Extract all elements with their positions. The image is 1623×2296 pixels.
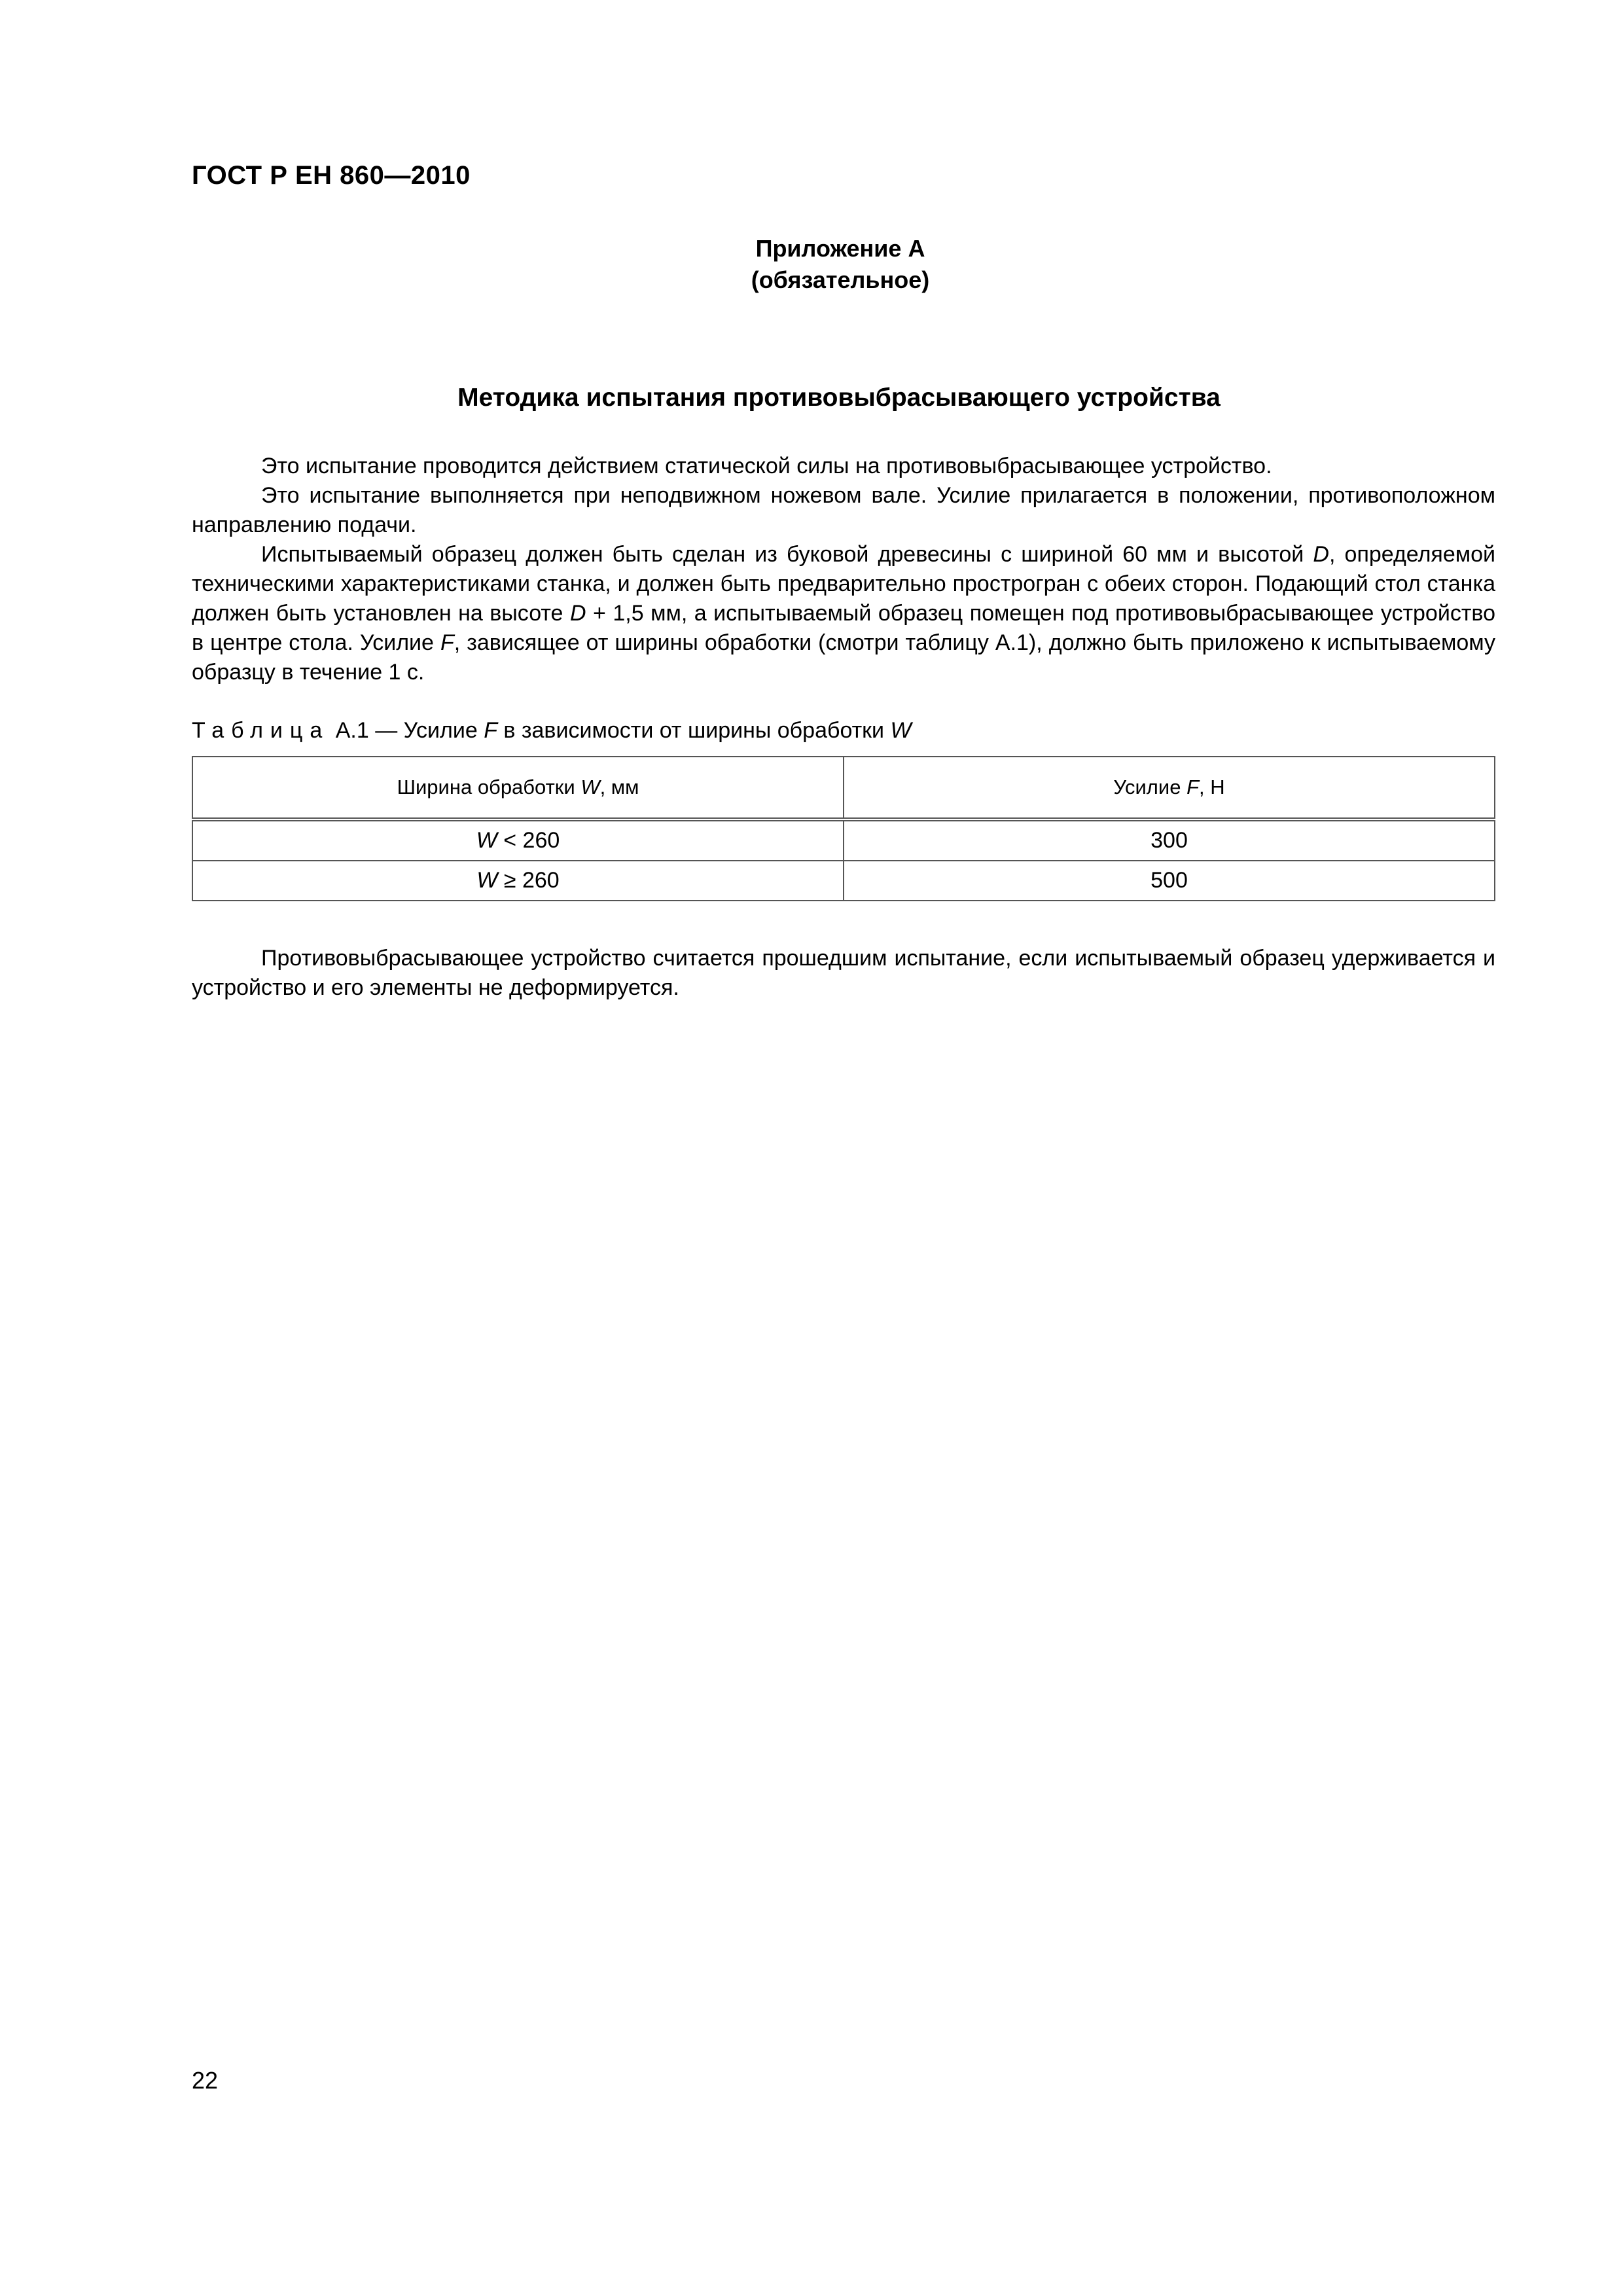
width-cell xyxy=(192,861,844,901)
annex-status: (обязательное) xyxy=(751,266,930,293)
section-title-text: Методика испытания противовыбрасывающего устройства xyxy=(457,384,1221,412)
table-row xyxy=(192,819,1495,861)
table-header-row xyxy=(192,757,1495,819)
paragraph-3-part: Испытываемый образец должен быть сделан из буковой древесины с шириной 60 мм и высотой xyxy=(261,542,1313,567)
annex-title: Приложение А xyxy=(755,235,925,262)
conclusion-text xyxy=(192,944,1495,1003)
variable-w: W xyxy=(580,776,600,798)
paragraph-3-part: , определяемой техническими характеристиками станка, и должен быть предварительно прострогран с обеих сторон. Подающий стол станка должен быть установлен на высоте xyxy=(192,542,1496,626)
conclusion-paragraph: Противовыбрасывающее устройство считается прошедшим испытание, если испытываемый образец удерживается и устройство и его элементы не деформируется. xyxy=(192,946,1495,1000)
force-table xyxy=(192,756,1495,901)
variable-f: F xyxy=(1186,776,1199,798)
table-caption-prefix: Таблица xyxy=(192,718,330,743)
force-cell: 300 xyxy=(844,819,1495,861)
annex-heading xyxy=(0,233,1623,296)
body-text xyxy=(192,452,1495,687)
paragraph-2: Это испытание выполняется при неподвижном ножевом вале. Усилие прилагается в положении, противоположном направлению подачи. xyxy=(192,483,1495,537)
table-caption-part: в зависимости от ширины обработки xyxy=(497,718,891,743)
variable-w: W xyxy=(890,718,912,743)
header-text: , Н xyxy=(1199,776,1225,798)
header-force-column xyxy=(844,757,1495,819)
document-code: ГОСТ Р ЕН 860—2010 xyxy=(192,161,471,190)
variable-f: F xyxy=(484,718,497,743)
section-title xyxy=(0,384,1623,412)
variable-w: W xyxy=(476,828,497,853)
table-row xyxy=(192,861,1495,901)
header-text: Ширина обработки xyxy=(397,776,581,798)
page-number: 22 xyxy=(192,2067,219,2094)
variable-d: D xyxy=(1313,542,1329,567)
width-cell xyxy=(192,819,844,861)
variable-d: D xyxy=(569,601,586,626)
force-cell: 500 xyxy=(844,861,1495,901)
paragraph-3-part: + 1,5 мм, а испытываемый образец помещен под противовыбрасывающее устройство в центре стола. Усилие xyxy=(192,601,1495,655)
paragraph-3 xyxy=(192,540,1495,687)
width-condition: ≥ 260 xyxy=(497,868,560,893)
table-caption xyxy=(192,716,912,745)
variable-w: W xyxy=(476,868,498,893)
paragraph-3-part: , зависящее от ширины обработки (смотри таблицу А.1), должно быть приложено к испытываемому образцу в течение 1 с. xyxy=(192,630,1496,685)
paragraph-1: Это испытание проводится действием статической силы на противовыбрасывающее устройство. xyxy=(261,454,1272,478)
variable-f: F xyxy=(440,630,454,655)
header-width-column xyxy=(192,757,844,819)
header-text: , мм xyxy=(599,776,639,798)
header-text: Усилие xyxy=(1113,776,1187,798)
table-caption-part: А.1 — Усилие xyxy=(329,718,484,743)
width-condition: < 260 xyxy=(497,828,560,853)
